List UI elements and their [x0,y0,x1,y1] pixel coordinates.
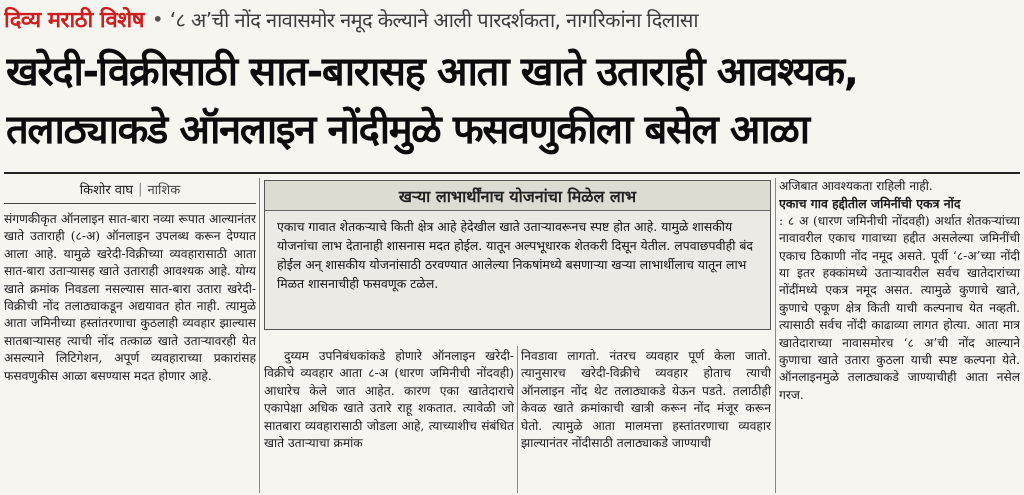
headline [6,44,1020,160]
column-3-text: निवडावा लागतो. नंतरच व्यवहार पूर्ण केला जातो. त्यानुसारच खरेदी-विक्रीचे व्यवहार होताच त्याची ऑनलाइन नोंद थेट तलाठ्याकडे येऊन पडते. तलाठीही केवळ खाते क्रमांकाची खात्री करून नोंद मंजूर करून घेतो. त्यामुळे आता मालमत्ता हस्तांतरणाचा व्यवहार झाल्यानंतर नोंदीसाठी तलाठ्याकडे जाण्याची [521,349,771,451]
byline-divider [4,203,256,204]
article-column-4 [779,178,1020,493]
kicker-text: ‘८ अ’ची नोंद नावासमोर नमूद केल्याने आली पारदर्शकता, नागरिकांना दिलासा [169,7,698,32]
byline [4,178,256,200]
section-label: दिव्य मराठी विशेष [4,8,144,33]
article-column-3 [521,348,771,493]
headline-line-2: तलाठ्याकडे ऑनलाइन नोंदीमुळे फसवणुकीला बसेल आळा [6,107,809,153]
highlight-box-text: एकाच गावात शेतकऱ्याचे किती क्षेत्र आहे हेदेखील खाते उताऱ्यावरूनच स्पष्ट होत आहे. यामुळे शासकीय योजनांचा लाभ देतानाही शासनास मदत होईल. यातून अल्पभूधारक शेतकरी दिसून येतील. लपवाछपवीही बंद होईल अन् शासकीय योजनांसाठी ठरवण्यात आलेल्या निकषांमध्ये बसणाऱ्या खऱ्या लाभार्थीलाच यातून लाभ मिळत शासनाचीही फसवणूक टळेल. [277,219,753,291]
kicker-line [4,4,1020,34]
column-divider [775,178,776,493]
byline-place: नाशिक [147,183,181,198]
article-column-2 [264,348,514,493]
column-4-text: : ८ अ (धारण जमिनीची नोंदवही) अर्थात शेतकऱ्यांच्या नावावरील एकाच गावाच्या हद्दीत असलेल्या जमिनींची एकाच ठिकाणी नोंद नमूद असते. पूर्वी ‘८-अ’च्या नोंदी या इतर हक्कांमध्ये उताऱ्यावरील सर्वच खातेदारांच्या नोंदींमध्ये एकत्र नमूद असत. त्यामुळे कुणाचे खाते, कुणाचे एकूण क्षेत्र किती याची कल्पनाच येत नव्हती. त्यासाठी सर्वच नोंदी काढाव्या लागत होत्या. आता मात्र खातेदाराच्या नावासमोरच ‘८ अ’ची नोंद आल्याने कुणाचा खाते उतारा कुठला याची स्पष्ट कल्पना येते. ऑनलाइनमुळे तलाठ्याकडे जाण्याचीही आता नसेल गरज. [779,213,1020,402]
column-4-intro: अजिबात आवश्यकता राहिली नाही. [779,179,933,193]
column-4-subhead: एकाच गाव हद्दीतील जमिनींची एकत्र नोंद [779,196,961,212]
column-divider [517,346,518,493]
headline-line-1: खरेदी-विक्रीसाठी सात-बारासह आता खाते उताराही आवश्यक, [6,49,858,95]
highlight-box [264,180,771,330]
headline-divider [4,172,1020,174]
column-divider [259,178,260,493]
column-2-text: दुय्यम उपनिबंधकांकडे होणारे ऑनलाइन खरेदी-विक्रीचे व्यवहार आता ८-अ (धारण जमिनीची नोंदवही) आधारेच केले जात आहेत. कारण एका खातेदाराचे एकापेक्षा अधिक खाते उतारे राहू शकतात. त्यावेळी जो सातबारा व्यवहारासाठी जोडला आहे, त्याच्याशीच संबंधित खाते उताऱ्याचा क्रमांक [264,349,514,451]
byline-separator: | [138,181,143,197]
article-column-1 [4,211,256,493]
byline-author: किशोर वाघ [79,183,134,198]
bullet-icon: • [151,7,164,31]
highlight-box-title: खऱ्या लाभार्थींनाच योजनांचा मिळेल लाभ [265,181,770,211]
column-1-text: संगणकीकृत ऑनलाइन सात-बारा नव्या रूपात आल्यानंतर खाते उताराही (८-अ) ऑनलाइन उपलब्ध करून देण्यात आला आहे. यामुळे खरेदी-विक्रीच्या व्यवहारासाठी आता सात-बारा उताऱ्यासह खाते उताराही आवश्यक आहे. योग्य खाते क्रमांक निवडला नसल्यास सात-बारा उतारा खरेदी-विक्रीची नोंद तलाठ्याकडून अद्ययावत होत नाही. त्यामुळे आता जमिनीच्या हस्तांतरणाचा कुठलाही व्यवहार झाल्यास सातबाऱ्यासह त्याची नोंद तत्काळ खाते उताऱ्यावरही येत असल्याने लिटिगेशन, अपूर्ण व्यवहाराच्या प्रकारांसह फसवणुकीस आळा बसण्यास मदत होणार आहे. [4,212,256,383]
highlight-box-body [277,217,760,293]
